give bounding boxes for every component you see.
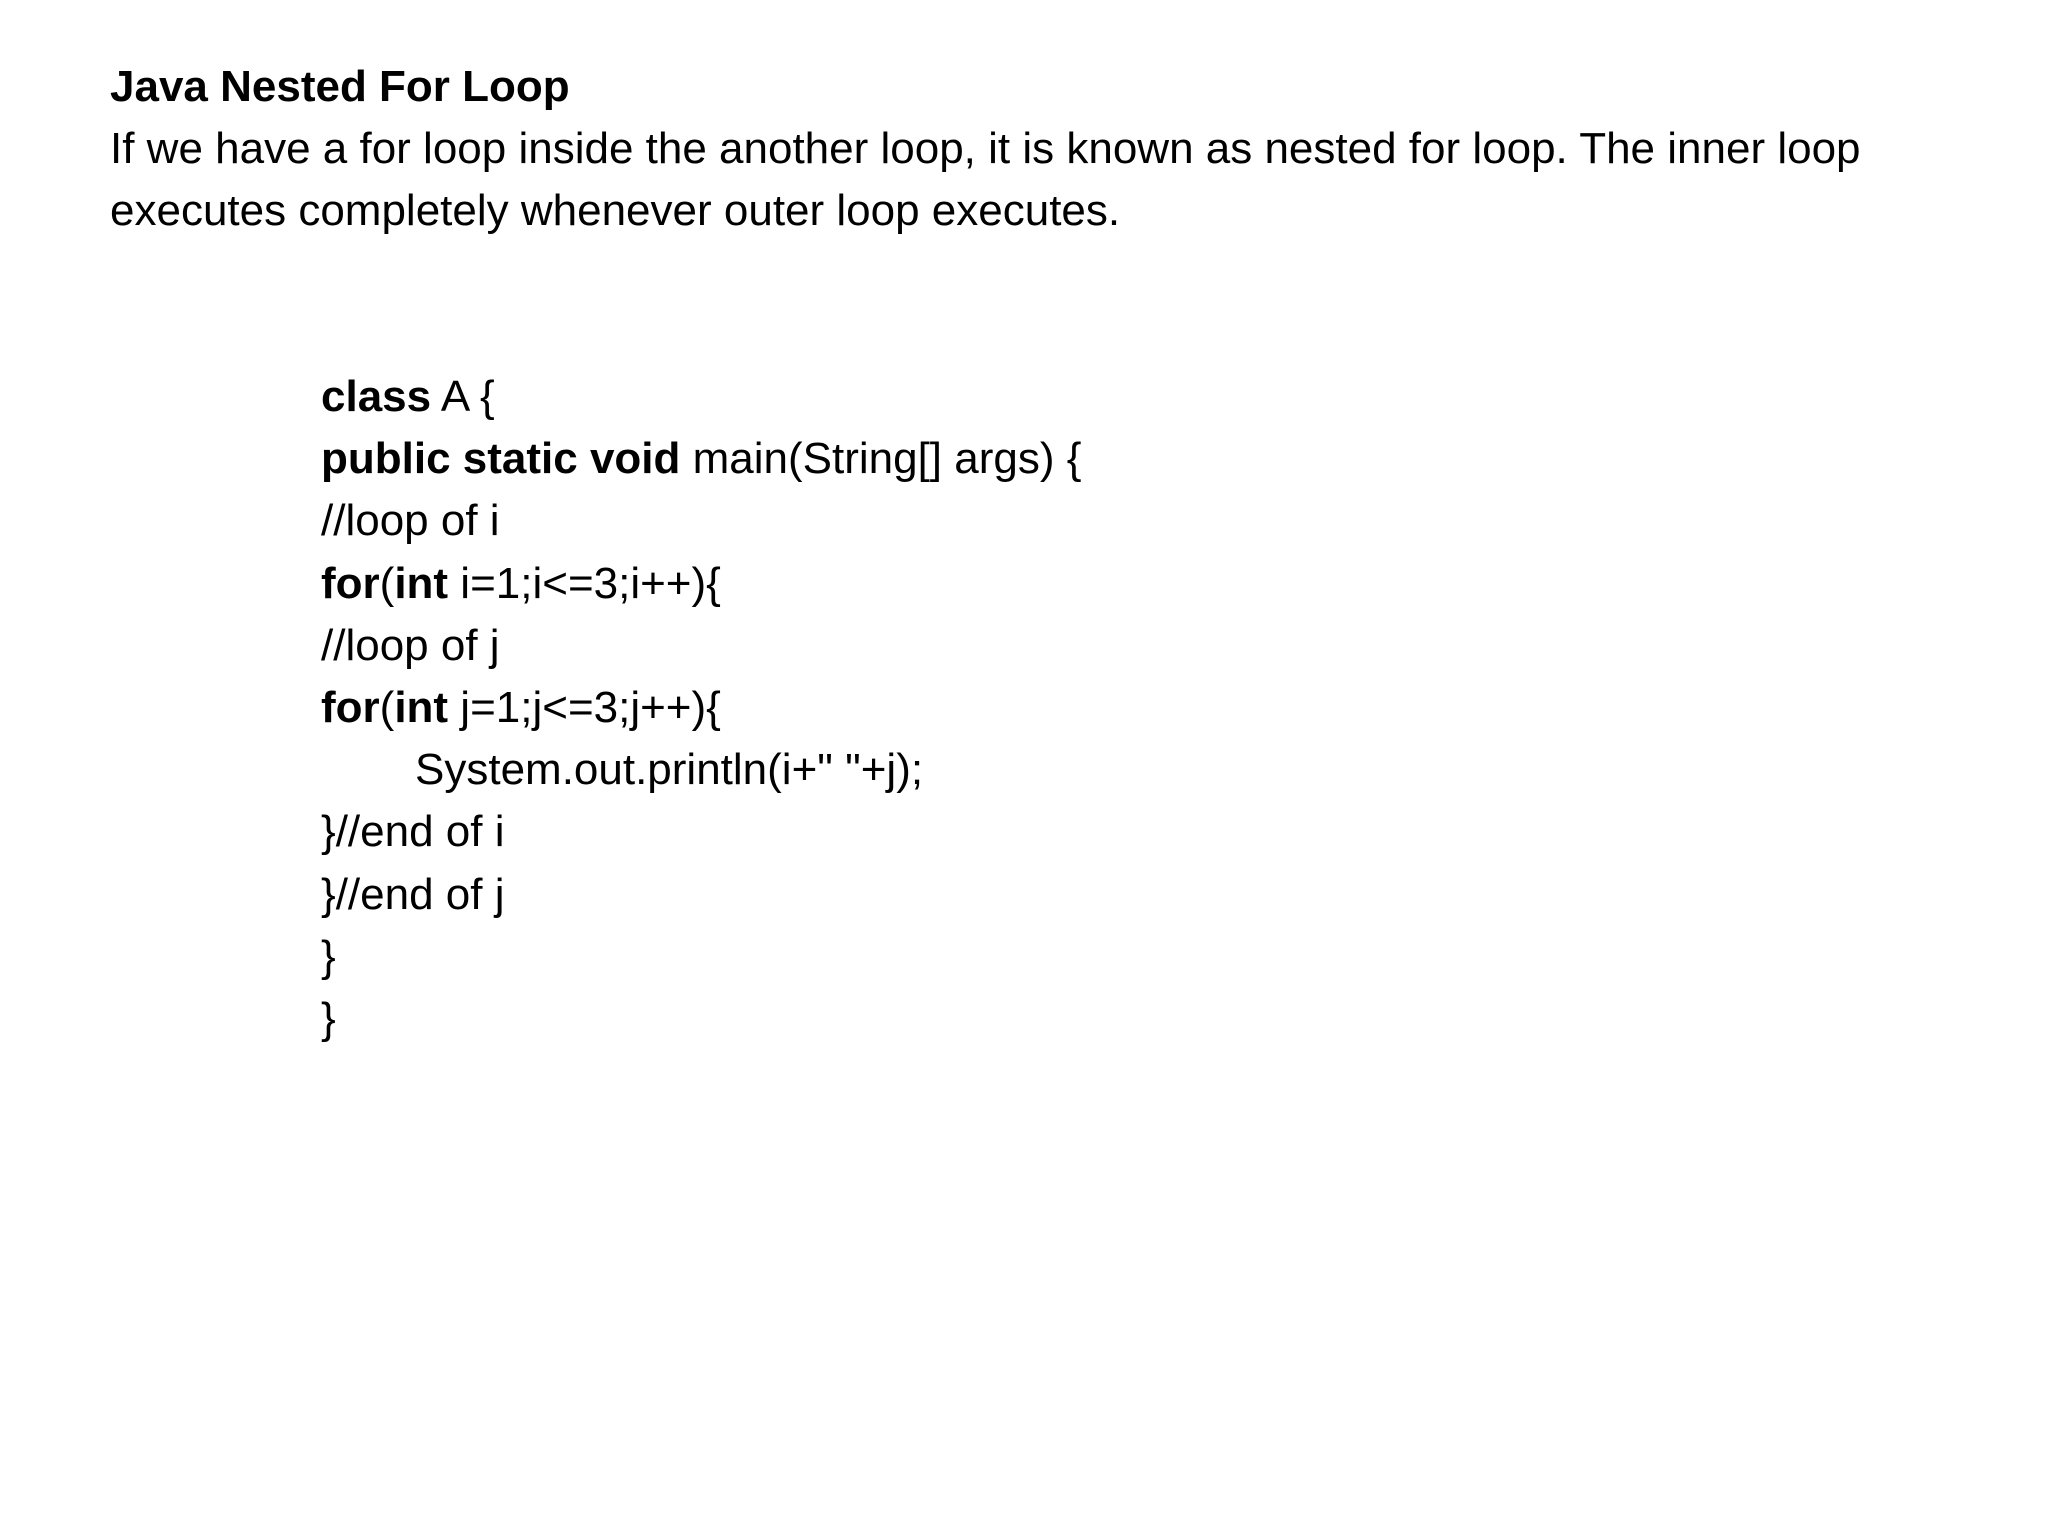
code-text: main(String[] args) { [680, 434, 1082, 484]
code-line-close-class: } [321, 993, 336, 1043]
slide-description: If we have a for loop inside the another loop, it is known as nested for loop. The inner loop executes completely whenever outer loop executes. [110, 124, 1861, 235]
keyword: for [321, 682, 380, 732]
keyword: class [321, 372, 432, 421]
code-line-end-i: }//end of i [321, 807, 505, 857]
code-example [321, 366, 1081, 1050]
code-line-main [321, 428, 1081, 490]
code-line-close-main: } [321, 931, 336, 981]
keyword: public static void [321, 434, 681, 484]
code-line-for-i [321, 553, 1081, 615]
code-text: i=1;i<=3;i++){ [448, 558, 721, 608]
heading-block [110, 56, 1990, 242]
code-text: ( [379, 558, 395, 608]
slide-title: Java Nested For Loop [110, 62, 570, 111]
code-text: A { [431, 372, 495, 421]
code-text: ( [379, 682, 395, 732]
keyword: int [394, 682, 449, 732]
code-line-for-j [321, 677, 1081, 739]
code-comment-loop-j: //loop of j [321, 620, 500, 670]
code-line-end-j: }//end of j [321, 869, 505, 919]
keyword: for [321, 558, 380, 608]
code-comment-loop-i: //loop of i [321, 496, 500, 546]
code-line-class [321, 366, 1081, 428]
code-text: j=1;j<=3;j++){ [448, 682, 721, 732]
code-line-println: System.out.println(i+" "+j); [415, 745, 924, 795]
keyword: int [394, 558, 449, 608]
